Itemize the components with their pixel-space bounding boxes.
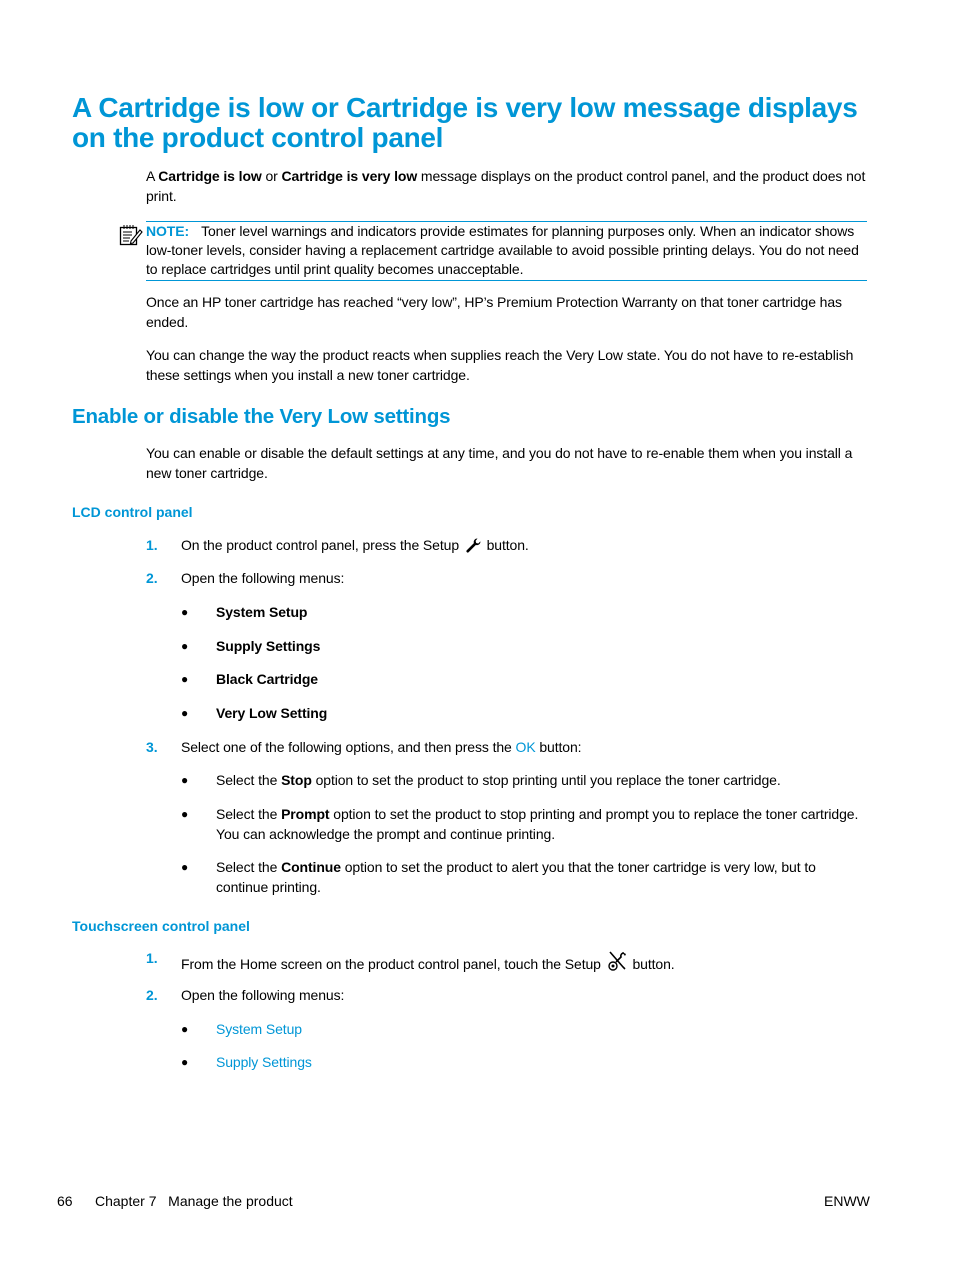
option-prefix: Select the (216, 859, 282, 875)
bullet-icon: ● (181, 860, 189, 874)
intro-bold-low: Cartridge is low (158, 168, 262, 184)
lcd-step-number: 3. (146, 739, 158, 755)
section-paragraph: You can enable or disable the default settings at any time, and you do not have to re-enable them when you install a new toner cartridge. (146, 445, 853, 481)
lcd-step-3-suffix: button: (535, 739, 582, 755)
lcd-step-number: 1. (146, 537, 158, 553)
page-title: A Cartridge is low or Cartridge is very low message displays on the product control panel (72, 92, 858, 153)
chapter-label: Chapter 7 Manage the product (95, 1193, 293, 1209)
option-name: Continue (281, 859, 341, 875)
option-prefix: Select the (216, 772, 282, 788)
bullet-icon: ● (181, 773, 189, 787)
option-description: option to set the product to stop printing until you replace the toner cartridge. (311, 772, 781, 788)
bullet-icon: ● (181, 807, 189, 821)
lcd-step-3 (181, 738, 871, 758)
menu-item: Very Low Setting (216, 705, 328, 721)
touch-step-1-suffix: button. (628, 956, 675, 972)
tools-icon (607, 950, 627, 972)
option-name: Prompt (281, 806, 330, 822)
option-description: option to set the product to stop printing and prompt you to replace the toner cartridge. You can acknowledge the prompt and continue printing. (216, 806, 859, 842)
touch-step-1 (181, 950, 871, 975)
lcd-step-3-text: Select one of the following options, and then press the (181, 739, 516, 755)
touchscreen-heading: Touchscreen control panel (72, 918, 250, 934)
menu-item: System Setup (216, 604, 308, 620)
menu-link[interactable]: System Setup (216, 1021, 302, 1037)
touch-step-number: 1. (146, 950, 158, 966)
touch-step-2: Open the following menus: (181, 987, 345, 1003)
warranty-paragraph: Once an HP toner cartridge has reached “very low”, HP’s Premium Protection Warranty on that toner cartridge has ended. (146, 294, 842, 330)
menu-item: Supply Settings (216, 638, 321, 654)
option-item (216, 805, 866, 844)
option-item (216, 858, 866, 897)
option-description: option to set the product to alert you that the toner cartridge is very low, but to continue printing. (216, 859, 816, 895)
intro-prefix: A (146, 168, 159, 184)
touch-step-number: 2. (146, 987, 158, 1003)
lcd-step-number: 2. (146, 570, 158, 586)
note-label: NOTE: (146, 223, 190, 239)
bullet-icon: ● (181, 706, 189, 720)
lcd-step-1-suffix: button. (482, 537, 529, 553)
option-name: Stop (281, 772, 312, 788)
ok-button-label: OK (515, 739, 536, 755)
intro-paragraph (146, 167, 866, 206)
bullet-icon: ● (181, 605, 189, 619)
bullet-icon: ● (181, 1022, 189, 1036)
bullet-icon: ● (181, 1055, 189, 1069)
intro-bold-very-low: Cartridge is very low (281, 168, 418, 184)
lcd-heading: LCD control panel (72, 504, 193, 520)
intro-suffix: message displays on the product control panel, and the product does not print. (146, 168, 866, 204)
lcd-step-1 (181, 536, 871, 556)
intro-mid: or (261, 168, 282, 184)
footer-right-label: ENWW (824, 1193, 870, 1209)
bullet-icon: ● (181, 672, 189, 686)
option-prefix: Select the (216, 806, 282, 822)
menu-item: Black Cartridge (216, 671, 318, 687)
wrench-icon (465, 537, 481, 553)
option-item (216, 771, 866, 791)
note-icon (119, 224, 143, 246)
menu-link[interactable]: Supply Settings (216, 1054, 312, 1070)
note-text: Toner level warnings and indicators provide estimates for planning purposes only. When an indicator shows low-toner levels, consider having a replacement cartridge available to avoid possible printing delays. You do not need to replace cartridges until print quality becomes unacceptable. (146, 223, 859, 277)
section-heading: Enable or disable the Very Low settings (72, 405, 451, 428)
lcd-step-2: Open the following menus: (181, 570, 345, 586)
very-low-paragraph: You can change the way the product reacts when supplies reach the Very Low state. You do not have to re-establish these settings when you install a new toner cartridge. (146, 347, 854, 383)
lcd-step-1-text: On the product control panel, press the Setup (181, 537, 463, 553)
page-number: 66 (57, 1193, 73, 1209)
note-box (146, 221, 867, 281)
touch-step-1-text: From the Home screen on the product control panel, touch the Setup (181, 956, 605, 972)
bullet-icon: ● (181, 639, 189, 653)
